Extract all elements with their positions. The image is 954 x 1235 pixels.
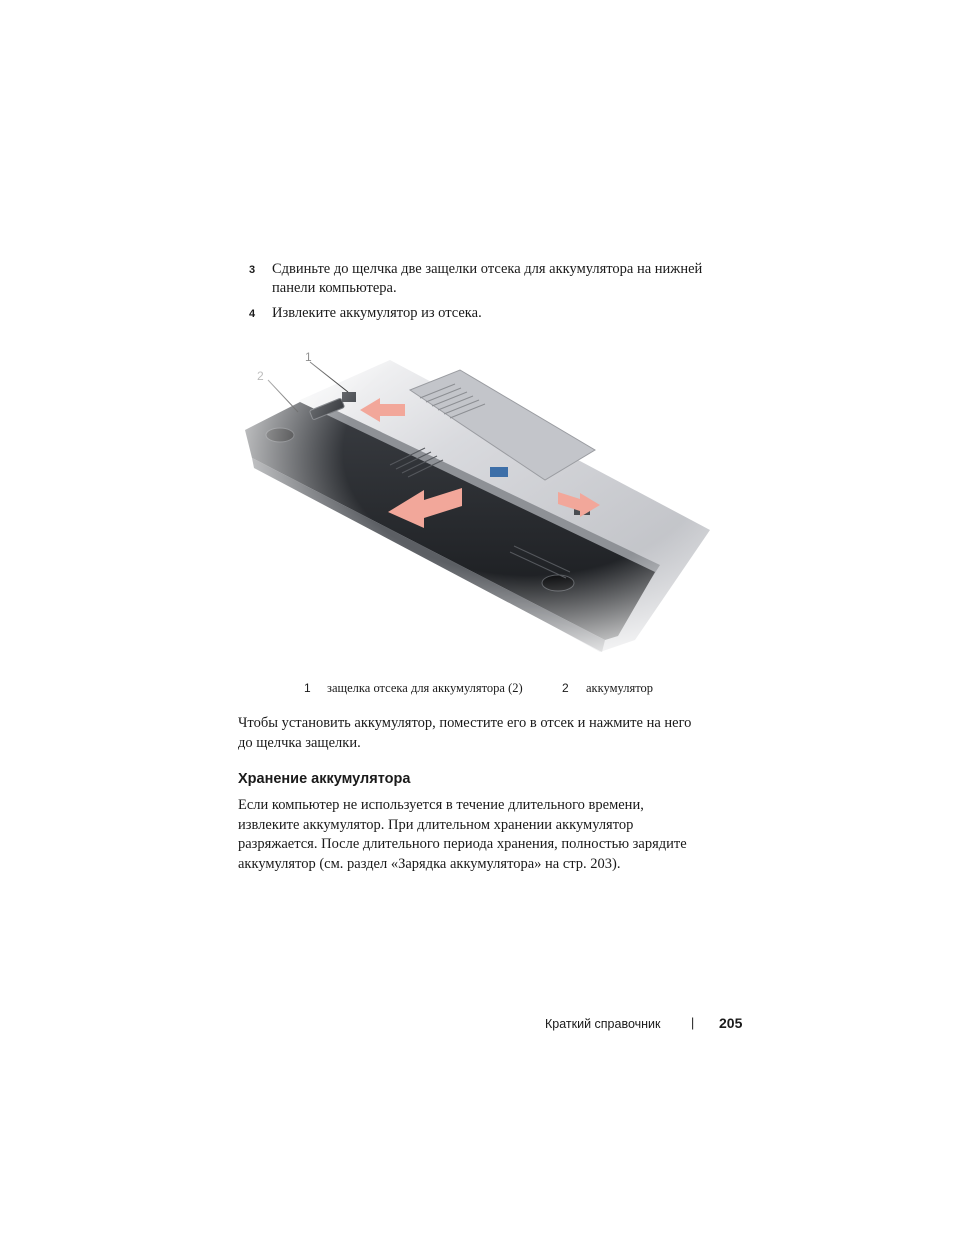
photo-vignette bbox=[240, 340, 720, 660]
step-3-line-1: Сдвиньте до щелчка две защелки отсека для аккумулятора на нижней bbox=[272, 261, 703, 277]
install-line-2: до щелчка защелки. bbox=[238, 734, 361, 751]
caption-number-1: 1 bbox=[304, 681, 311, 695]
storage-line-2: извлеките аккумулятор. При длительном хранении аккумулятор bbox=[238, 816, 634, 833]
step-number-4: 4 bbox=[249, 308, 256, 320]
step-4-text: Извлеките аккумулятор из отсека. bbox=[272, 305, 482, 321]
storage-line-3: разряжается. После длительного периода хранения, полностью зарядите bbox=[238, 836, 687, 852]
page-number: 205 bbox=[719, 1015, 743, 1031]
storage-line-1: Если компьютер не используется в течение длительного времени, bbox=[238, 797, 644, 813]
step-number-3: 3 bbox=[249, 264, 256, 276]
caption-text-2: аккумулятор bbox=[586, 681, 653, 695]
install-line-1: Чтобы установить аккумулятор, поместите его в отсек и нажмите на него bbox=[238, 715, 692, 731]
caption-text-1: защелка отсека для аккумулятора (2) bbox=[327, 681, 523, 695]
footer-separator: | bbox=[691, 1016, 695, 1030]
section-heading: Хранение аккумулятора bbox=[238, 771, 411, 787]
battery-removal-illustration bbox=[240, 340, 720, 660]
storage-paragraph bbox=[238, 796, 687, 874]
storage-line-4: аккумулятор (см. раздел «Зарядка аккумулятора» на стр. 203). bbox=[238, 855, 621, 872]
step-3-text bbox=[272, 260, 702, 298]
step-3-line-2: панели компьютера. bbox=[272, 280, 397, 296]
footer-title: Краткий справочник bbox=[545, 1017, 661, 1031]
caption-number-2: 2 bbox=[562, 681, 569, 695]
install-paragraph bbox=[238, 714, 691, 753]
